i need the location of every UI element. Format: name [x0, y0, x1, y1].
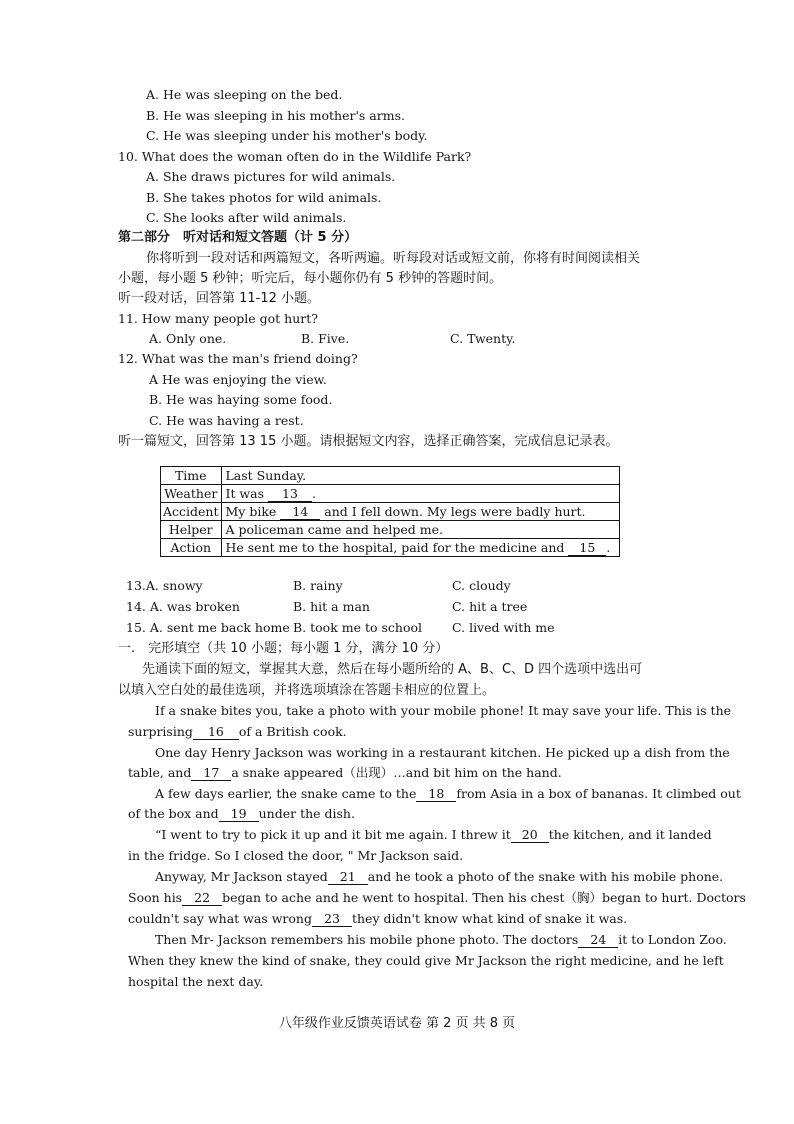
- cloze-p5-line2: [128, 890, 746, 906]
- q14-option-b: B. hit a man: [293, 599, 370, 614]
- p3-l2-pre: of the box and: [128, 806, 219, 821]
- dialogue-intro: 听一段对话，回答第 11-12 小题。: [118, 291, 321, 306]
- q11-question: 11. How many people got hurt?: [118, 311, 318, 326]
- q10-option-b: B. She takes photos for wild animals.: [146, 190, 382, 205]
- p4-post: the kitchen, and it landed: [548, 827, 712, 842]
- q12-option-c: C. He was having a rest.: [149, 413, 304, 428]
- weather-post: .: [312, 486, 316, 501]
- cloze-instruction-line2: 以填入空白处的最佳选项，并将选项填涂在答题卡相应的位置上。: [118, 683, 496, 698]
- q11-option-b: B. Five.: [301, 331, 350, 346]
- blank-18: 18: [416, 787, 456, 802]
- blank-14: 14: [280, 505, 320, 520]
- blank-20: 20: [511, 828, 549, 843]
- cloze-p4-line2: in the fridge. So I closed the door, " Mr Jackson said.: [128, 848, 464, 863]
- cloze-p6-line2: When they knew the kind of snake, they could give Mr Jackson the right medicine, and he left: [128, 953, 724, 968]
- p2-pre: table, and: [128, 765, 192, 780]
- part2-instruction-line1: 你将听到一段对话和两篇短文，各听两遍。听每段对话或短文前，你将有时间阅读相关: [146, 251, 641, 266]
- blank-21: 21: [328, 870, 368, 885]
- q10-option-a: A. She draws pictures for wild animals.: [146, 169, 396, 184]
- p6-pre: Then Mr- Jackson remembers his mobile phone photo. The doctors: [155, 932, 579, 947]
- blank-17: 17: [191, 766, 231, 781]
- p1-pre: surprising: [128, 724, 193, 739]
- q9-option-c: C. He was sleeping under his mother's body.: [146, 128, 428, 143]
- helper-label: Helper: [161, 521, 222, 539]
- accident-pre: My bike: [225, 504, 277, 519]
- q11-option-a: A. Only one.: [149, 331, 227, 346]
- part2-heading: 第二部分 听对话和短文答题（计 5 分）: [118, 230, 358, 245]
- passage-intro: 听一篇短文，回答第 13 15 小题。请根据短文内容，选择正确答案，完成信息记录表。: [118, 434, 619, 449]
- p5-post: and he took a photo of the snake with his mobile phone.: [367, 869, 724, 884]
- q9-option-a: A. He was sleeping on the bed.: [146, 87, 343, 102]
- p3-pre: A few days earlier, the snake came to the: [155, 786, 417, 801]
- action-value: [221, 539, 620, 557]
- q15-option-c: C. lived with me: [452, 620, 555, 635]
- q13-option-b: B. rainy: [293, 578, 343, 593]
- table-row-helper: [161, 521, 620, 539]
- q12-option-a: A He was enjoying the view.: [149, 372, 327, 387]
- weather-label: Weather: [161, 485, 222, 503]
- p5-pre: Anyway, Mr Jackson stayed: [155, 869, 328, 884]
- q14-option-a: 14. A. was broken: [126, 599, 240, 614]
- action-label: Action: [161, 539, 222, 557]
- page-footer: 八年级作业反馈英语试卷 第 2 页 共 8 页: [278, 1016, 516, 1031]
- q13-option-a: 13.A. snowy: [126, 578, 203, 593]
- p4-pre: “I went to try to pick it up and it bit me again. I threw it: [155, 827, 511, 842]
- cloze-p1-line1: If a snake bites you, take a photo with your mobile phone! It may save your life. This is the: [155, 703, 732, 718]
- blank-24: 24: [578, 933, 618, 948]
- accident-value: [221, 503, 620, 521]
- weather-pre: It was: [225, 486, 265, 501]
- q15-option-a: 15. A. sent me back home: [126, 620, 290, 635]
- blank-22: 22: [182, 891, 222, 906]
- cloze-p3-line1: [155, 786, 741, 802]
- blank-13: 13: [268, 487, 312, 502]
- cloze-p6-line3: hospital the next day.: [128, 974, 264, 989]
- p5-l2-post: began to ache and he went to hospital. Then his chest（胸）began to hurt. Doctors: [222, 890, 746, 905]
- q12-option-b: B. He was haying some food.: [149, 392, 333, 407]
- table-row-action: [161, 539, 620, 557]
- table-row-accident: [161, 503, 620, 521]
- cloze-p5-line1: [155, 869, 723, 885]
- accident-post: and I fell down. My legs were badly hurt.: [324, 504, 586, 519]
- cloze-p2-line2: [128, 765, 562, 781]
- action-pre: He sent me to the hospital, paid for the medicine and: [225, 540, 565, 555]
- time-value: Last Sunday.: [221, 467, 620, 485]
- blank-16: 16: [193, 725, 239, 740]
- p6-post: it to London Zoo.: [618, 932, 727, 947]
- cloze-p2-line1: One day Henry Jackson was working in a restaurant kitchen. He picked up a dish from the: [155, 745, 730, 760]
- accident-label: Accident: [161, 503, 222, 521]
- cloze-heading: 一. 完形填空（共 10 小题；每小题 1 分，满分 10 分）: [118, 641, 449, 656]
- blank-23: 23: [312, 912, 352, 927]
- cloze-p6-line1: [155, 932, 727, 948]
- helper-value: A policeman came and helped me.: [221, 521, 620, 539]
- part2-instruction-line2: 小题，每小题 5 秒钟；听完后，每小题你仍有 5 秒钟的答题时间。: [118, 271, 503, 286]
- p1-post: of a British cook.: [238, 724, 347, 739]
- blank-19: 19: [219, 807, 259, 822]
- cloze-p5-line3: [128, 911, 627, 927]
- q12-question: 12. What was the man's friend doing?: [118, 351, 358, 366]
- q10-question: 10. What does the woman often do in the Wildlife Park?: [118, 149, 472, 164]
- p5-l3-pre: couldn't say what was wrong: [128, 911, 312, 926]
- table-row-time: [161, 467, 620, 485]
- cloze-p3-line2: [128, 806, 355, 822]
- p5-l2-pre: Soon his: [128, 890, 183, 905]
- blank-15: 15: [568, 541, 606, 556]
- q11-option-c: C. Twenty.: [450, 331, 516, 346]
- table-row-weather: [161, 485, 620, 503]
- weather-value: [221, 485, 620, 503]
- cloze-p1-line2: [128, 724, 347, 740]
- cloze-p4-line1: [155, 827, 712, 843]
- action-post: .: [606, 540, 611, 555]
- info-record-table: [160, 466, 620, 557]
- q10-option-c: C. She looks after wild animals.: [146, 210, 347, 225]
- q14-option-c: C. hit a tree: [452, 599, 528, 614]
- q13-option-c: C. cloudy: [452, 578, 511, 593]
- p5-l3-post: they didn't know what kind of snake it was.: [351, 911, 628, 926]
- cloze-instruction-line1: 先通读下面的短文，掌握其大意，然后在每小题所给的 A、B、C、D 四个选项中选出可: [142, 662, 643, 677]
- p3-post: from Asia in a box of bananas. It climbed out: [456, 786, 741, 801]
- p3-l2-post: under the dish.: [258, 806, 355, 821]
- q15-option-b: B. took me to school: [293, 620, 423, 635]
- time-label: Time: [161, 467, 222, 485]
- p2-post: a snake appeared（出现）…and bit him on the hand.: [231, 765, 562, 780]
- q9-option-b: B. He was sleeping in his mother's arms.: [146, 108, 405, 123]
